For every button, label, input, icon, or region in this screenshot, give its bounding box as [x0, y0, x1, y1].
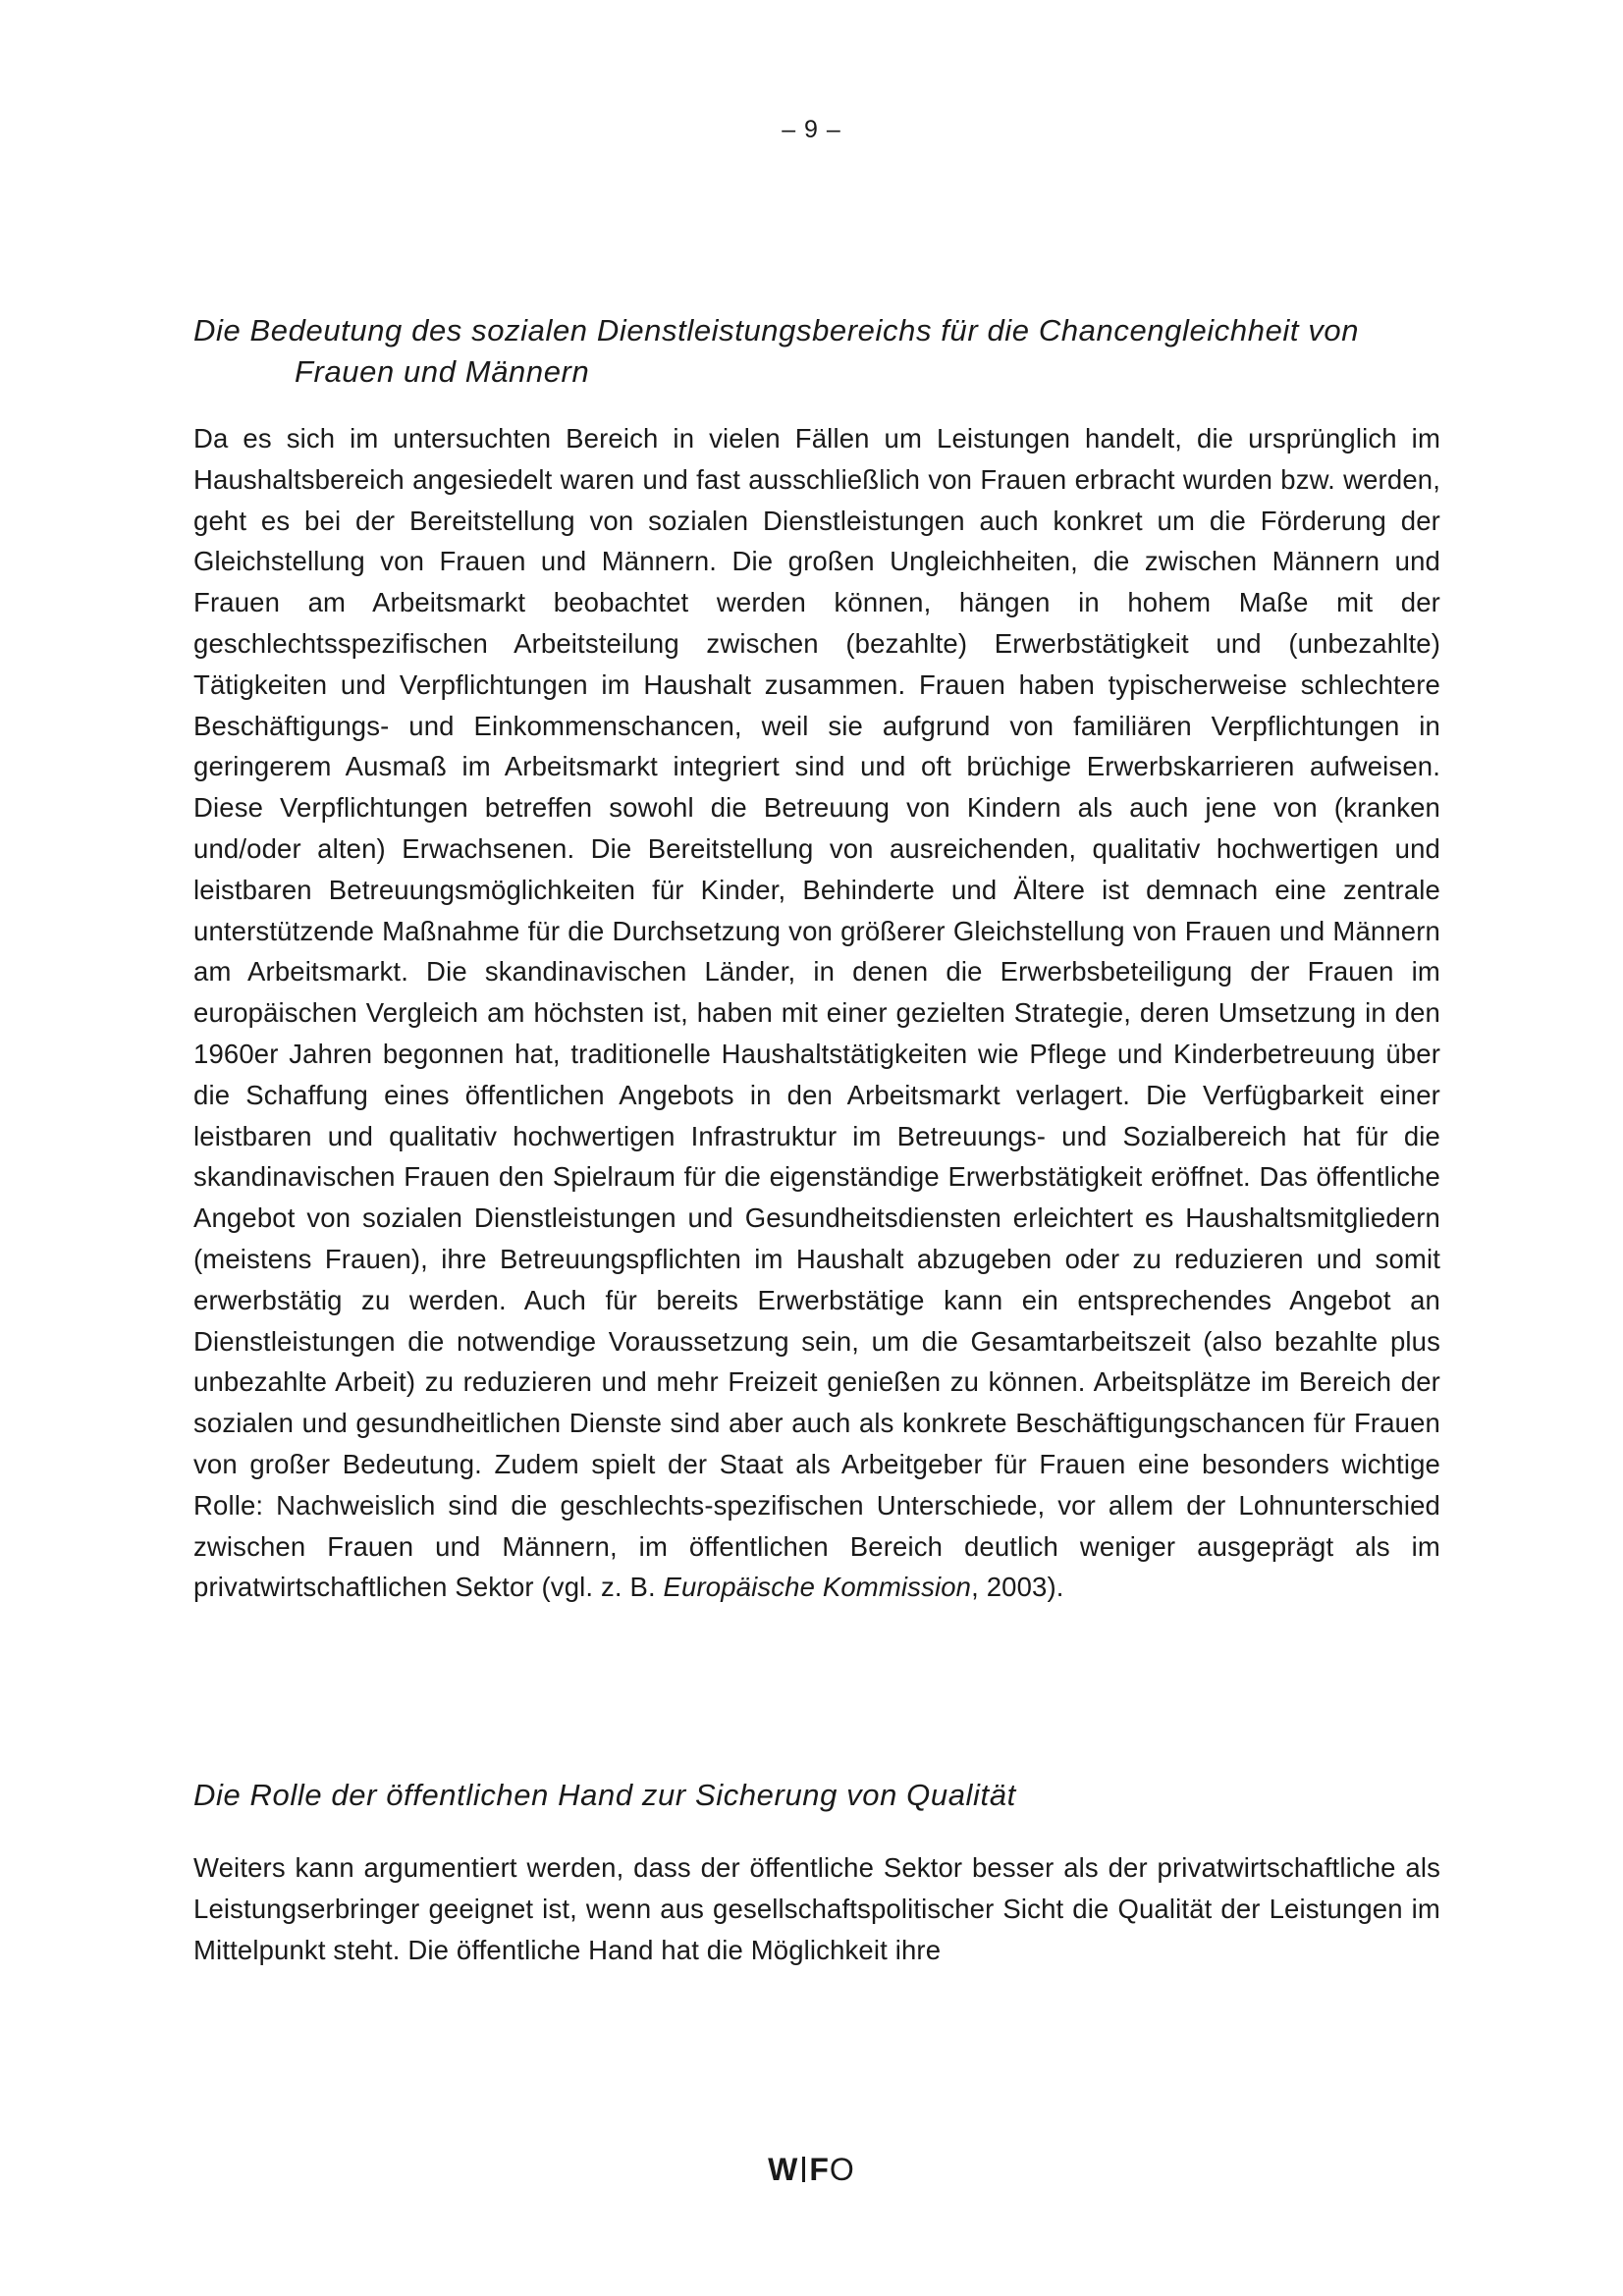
citation-year: , 2003). — [971, 1572, 1064, 1603]
citation-author: Europäische Kommission — [663, 1572, 972, 1603]
body-paragraph-equal-opportunity — [193, 418, 1440, 1608]
wifo-logo — [0, 2152, 1623, 2188]
logo-letter-o: O — [829, 2152, 855, 2187]
logo-divider — [802, 2157, 805, 2182]
page-number: – 9 – — [782, 116, 841, 143]
logo-letter-w: W — [768, 2152, 799, 2187]
section-heading-line2: Frauen und Männern — [295, 354, 590, 389]
paragraph-text: Da es sich im untersuchten Bereich in vielen Fällen um Leistungen handelt, die ursprünglich im Haushaltsbereich angesiedelt waren und fast ausschließlich von Frauen erbracht wurden bzw. werden, geht es bei der Bereitstellung von sozialen Dienstleistungen auch konkret um die Förderung der Gleichstellung von Frauen und Männern. Die großen Ungleichheiten, die zwischen Männern und Frauen am Arbeitsmarkt beobachtet werden können, hängen in hohem Maße mit der geschlechtsspezifischen Arbeitsteilung zwischen (bezahlte) Erwerbstätigkeit und (unbezahlte) Tätigkeiten und Verpflichtungen im Haushalt zusammen. Frauen haben typischerweise schlechtere Beschäftigungs- und Einkommenschancen, weil sie aufgrund von familiären Verpflichtungen in geringerem Ausmaß im Arbeitsmarkt integriert sind und oft brüchige Erwerbskarrieren aufweisen. Diese Verpflichtungen betreffen sowohl die Betreuung von Kindern als auch jene von (kranken und/oder alten) Erwachsenen. Die Bereitstellung von ausreichenden, qualitativ hochwertigen und leistbaren Betreuungsmöglichkeiten für Kinder, Behinderte und Ältere ist demnach eine zentrale unterstützende Maßnahme für die Durchsetzung von größerer Gleichstellung von Frauen und Männern am Arbeitsmarkt. Die skandinavischen Länder, in denen die Erwerbsbeteiligung der Frauen im europäischen Vergleich am höchsten ist, haben mit einer gezielten Strategie, deren Umsetzung in den 1960er Jahren begonnen hat, traditionelle Haushaltstätigkeiten wie Pflege und Kinderbetreuung über die Schaffung eines öffentlichen Angebots in den Arbeitsmarkt verlagert. Die Verfügbarkeit einer leistbaren und qualitativ hochwertigen Infrastruktur im Betreuungs- und Sozialbereich hat für die skandinavischen Frauen den Spielraum für die eigenständige Erwerbstätigkeit eröffnet. Das öffentliche Angebot von sozialen Dienstleistungen und Gesundheitsdiensten erleichtert es Haushaltsmitgliedern (meistens Frauen), ihre Betreuungspflichten im Haushalt abzugeben oder zu reduzieren und somit erwerbstätig zu werden. Auch für bereits Erwerbstätige kann ein entsprechendes Angebot an Dienstleistungen die notwendige Voraussetzung sein, um die Gesamtarbeitszeit (also bezahlte plus unbezahlte Arbeit) zu reduzieren und mehr Freizeit genießen zu können. Arbeitsplätze im Bereich der sozialen und gesundheitlichen Dienste sind aber auch als konkrete Beschäftigungschancen für Frauen von großer Bedeutung. Zudem spielt der Staat als Arbeitgeber für Frauen eine besonders wichtige Rolle: Nachweislich sind die geschlechts-spezifischen Unterschiede, vor allem der Lohnunterschied zwischen Frauen und Männern, im öffentlichen Bereich deutlich weniger ausgeprägt als im privatwirtschaftlichen Sektor (vgl. z. B. — [193, 423, 1440, 1603]
logo-letter-f: F — [809, 2152, 830, 2187]
body-paragraph-quality: Weiters kann argumentiert werden, dass der öffentliche Sektor besser als der privatwirtschaftliche als Leistungserbringer geeignet ist, wenn aus gesellschaftspolitischer Sicht die Qualität der Leistungen im Mittelpunkt steht. Die öffentliche Hand hat die Möglichkeit ihre — [193, 1852, 1440, 1965]
section-heading-line1: Die Bedeutung des sozialen Dienstleistungsbereichs für die Chancengleichheit von — [193, 313, 1360, 347]
section-heading-quality: Die Rolle der öffentlichen Hand zur Sicherung von Qualität — [193, 1778, 1016, 1812]
section-heading-equal-opportunity — [193, 310, 1440, 393]
